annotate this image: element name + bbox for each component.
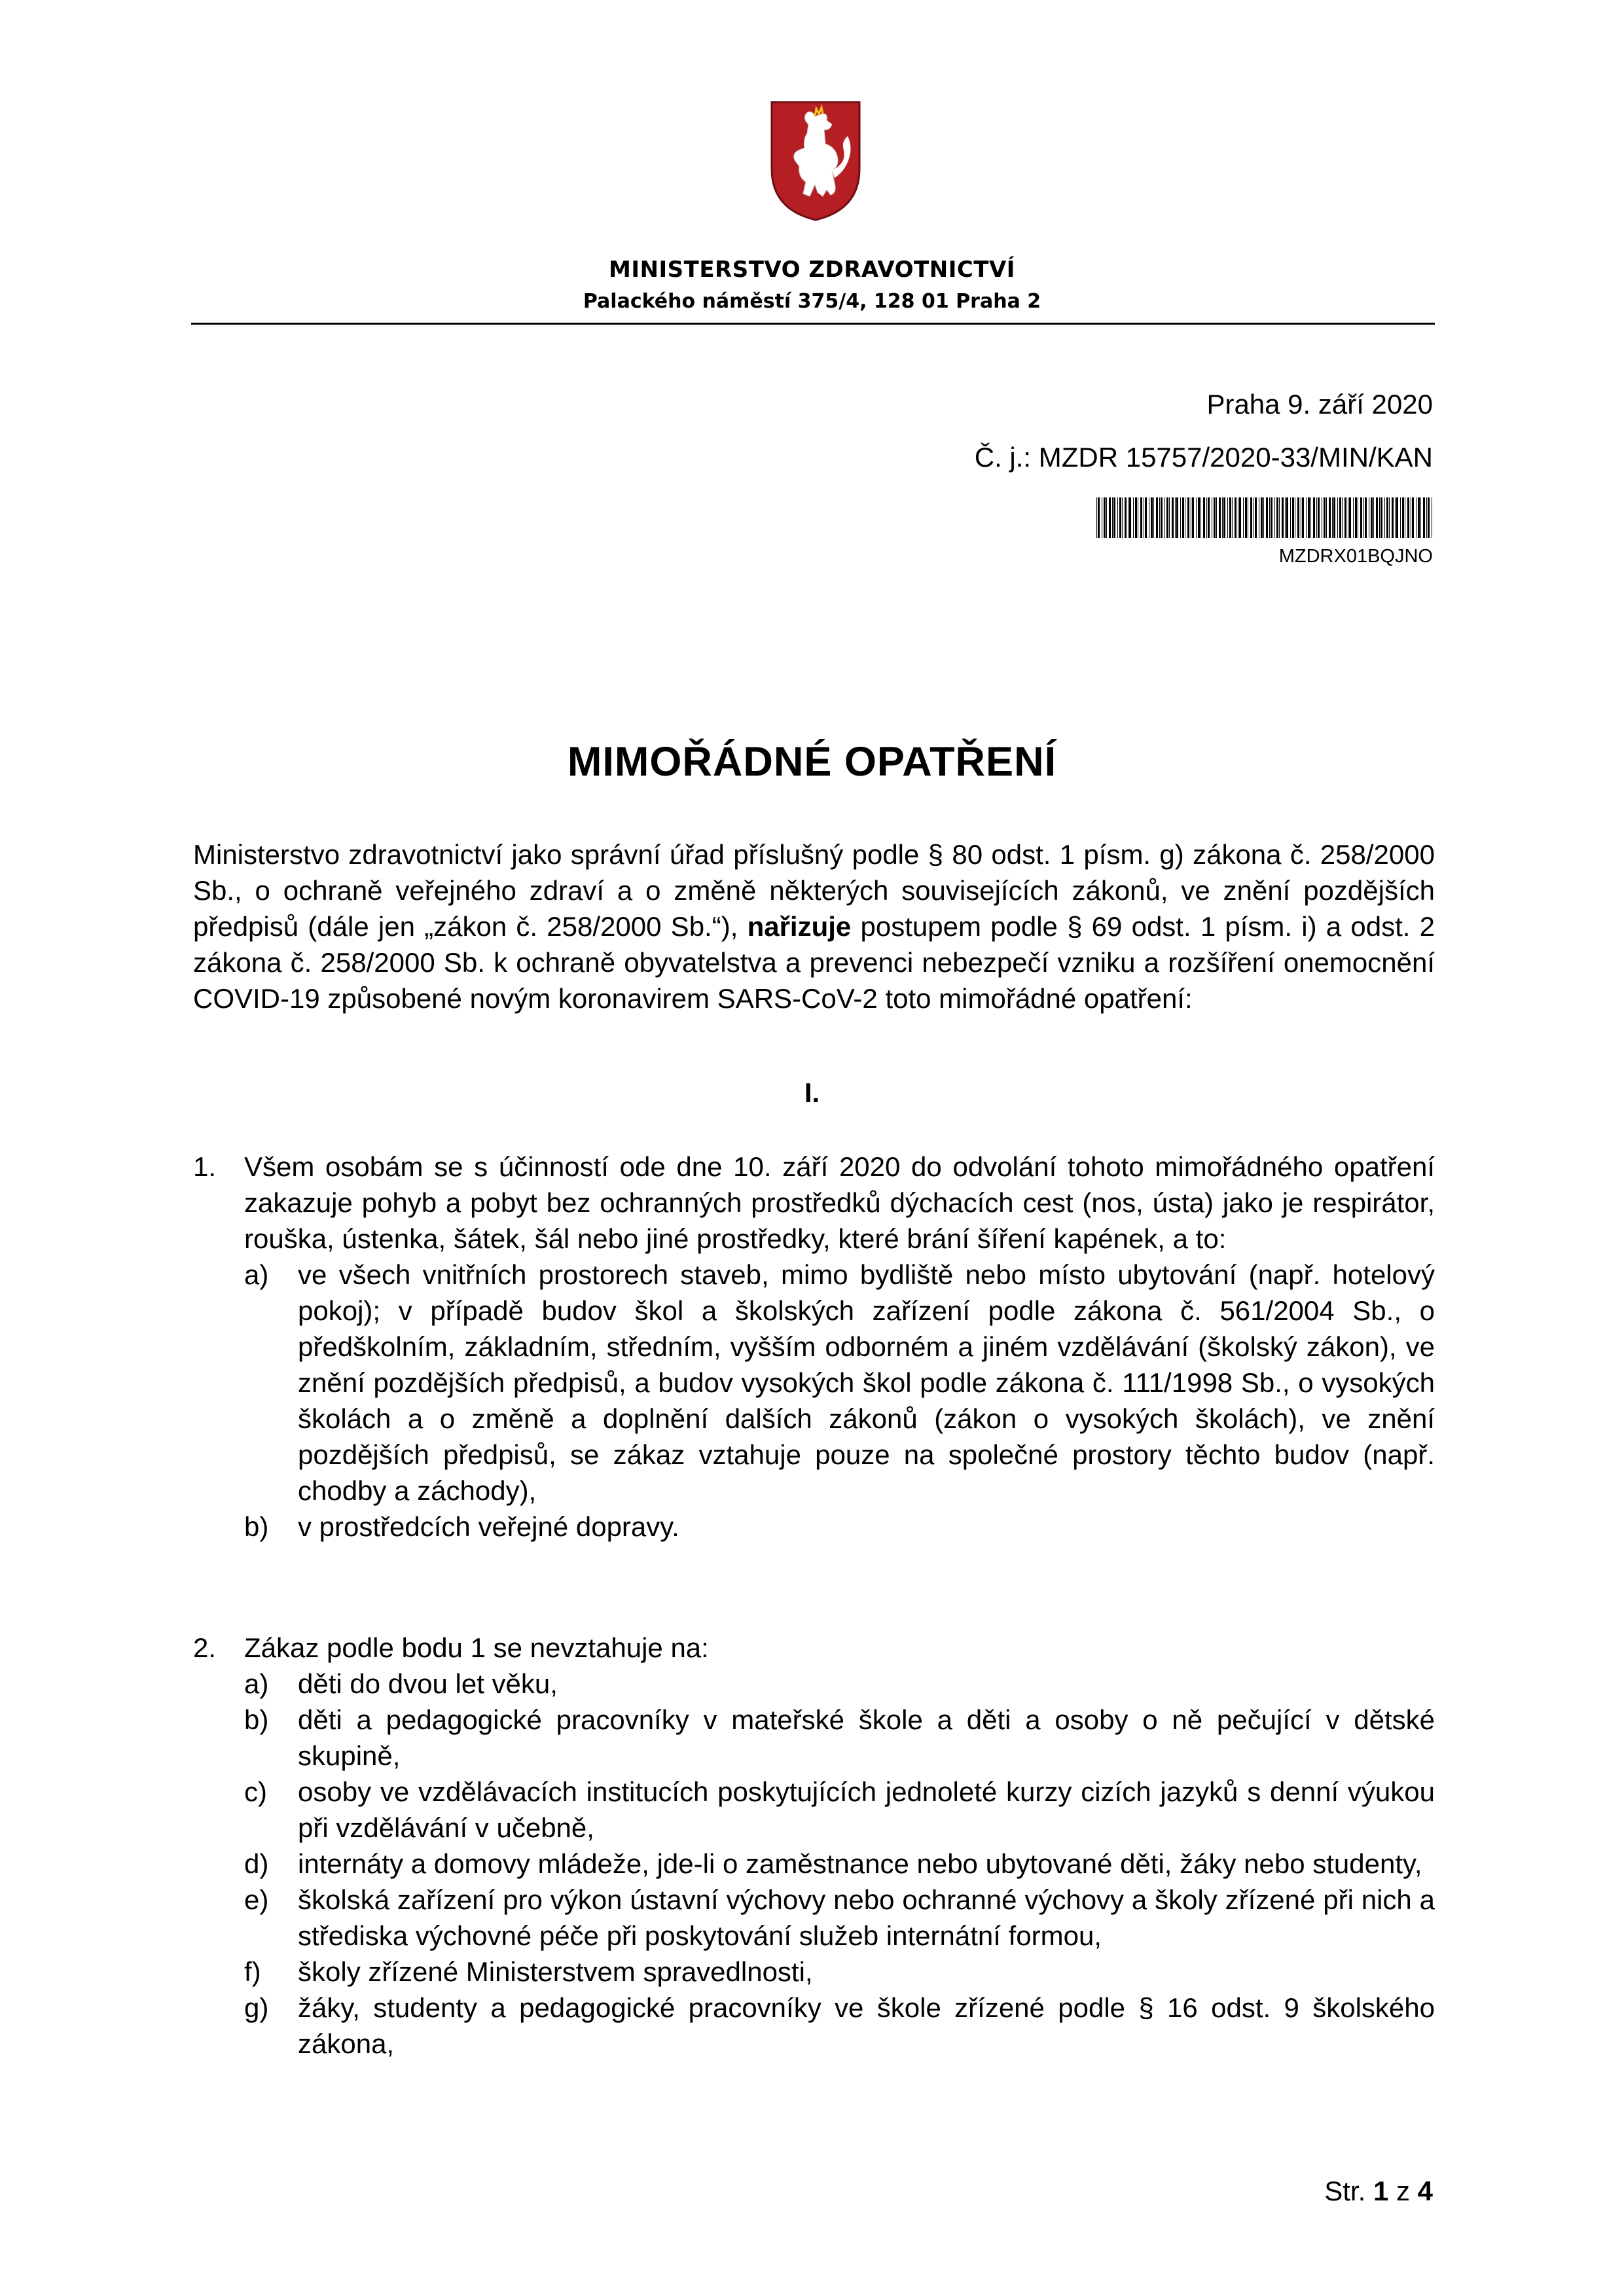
point-2-text: Zákaz podle bodu 1 se nevztahuje na: xyxy=(244,1632,709,1663)
item-label: c) xyxy=(244,1776,267,1807)
item-label: d) xyxy=(244,1848,269,1879)
barcode-image xyxy=(1096,497,1435,538)
point-2-items xyxy=(244,1666,1435,2062)
list-item xyxy=(244,1257,1435,1509)
item-text: osoby ve vzdělávacích institucích poskytujících jednoleté kurzy cizích jazyků s denní výukou při vzdělávání v učebně, xyxy=(298,1776,1435,1843)
point-1-number: 1. xyxy=(193,1151,217,1182)
list-item xyxy=(244,1846,1435,1882)
section-number: I. xyxy=(804,1077,820,1108)
list-item xyxy=(244,1509,1435,1545)
list-item xyxy=(244,1666,1435,1702)
current-page: 1 xyxy=(1373,2176,1389,2206)
header-divider xyxy=(191,323,1435,325)
point-1-text: Všem osobám se s účinností ode dne 10. září 2020 do odvolání tohoto mimořádného opatření zakazuje pohyb a pobyt bez ochranných prostředků dýchacích cest (nos, ústa) jako je respirátor, rouška, ústenka, šátek, šál nebo jiné prostředky, které brání šíření kapének, a to: xyxy=(244,1151,1435,1254)
item-text: školy zřízené Ministerstvem spravedlnosti, xyxy=(298,1956,813,1987)
intro-text-part1: Ministerstvo zdravotnictví jako správní úřad příslušný podle § 80 odst. 1 písm. g) zákona č. 258/2000 Sb., o ochraně veřejného zdraví a o změně některých souvisejících zákonů, ve znění pozdějších předpisů (dále jen „zákon č. 258/2000 Sb.“), xyxy=(193,839,1435,942)
page-prefix: Str. xyxy=(1324,2176,1373,2206)
barcode-text: MZDRX01BQJNO xyxy=(1278,546,1433,567)
item-label: g) xyxy=(244,1992,269,2023)
item-text: ve všech vnitřních prostorech staveb, mimo bydliště nebo místo ubytování (např. hotelový pokoj); v případě budov škol a školských zařízení podle zákona č. 561/2004 Sb., o předškolním, základním, středním, vyšším odborném a jiném vzdělávání (školský zákon), ve znění pozdějších předpisů, a budov vysokých škol podle zákona č. 111/1998 Sb., o vysokých školách a o změně a doplnění dalších zákonů (zákon o vysokých školách), ve znění pozdějších předpisů, se zákaz vztahuje pouze na společné prostory těchto budov (např. chodby a záchody), xyxy=(298,1259,1435,1506)
page-separator: z xyxy=(1388,2176,1418,2206)
item-label: e) xyxy=(244,1884,269,1915)
item-label: b) xyxy=(244,1511,269,1542)
list-item xyxy=(244,1954,1435,1990)
item-text: děti do dvou let věku, xyxy=(298,1668,558,1699)
item-text: školská zařízení pro výkon ústavní výchovy nebo ochranné výchovy a školy zřízené při nich a střediska výchovné péče při poskytování služeb internátní formou, xyxy=(298,1884,1435,1951)
list-item xyxy=(244,1882,1435,1954)
reference-number: Č. j.: MZDR 15757/2020-33/MIN/KAN xyxy=(974,442,1433,473)
item-text: v prostředcích veřejné dopravy. xyxy=(298,1511,679,1542)
list-item xyxy=(244,1702,1435,1774)
item-label: b) xyxy=(244,1704,269,1735)
page-number xyxy=(1324,2176,1433,2207)
item-text: děti a pedagogické pracovníky v mateřské škole a děti a osoby o ně pečující v dětské skupině, xyxy=(298,1704,1435,1771)
point-1-items xyxy=(244,1257,1435,1545)
list-item xyxy=(244,1774,1435,1846)
total-pages: 4 xyxy=(1417,2176,1433,2206)
point-2 xyxy=(193,1630,1435,2062)
intro-bold-word: nařizuje xyxy=(747,911,852,942)
list-item xyxy=(244,1990,1435,2062)
document-title: MIMOŘÁDNÉ OPATŘENÍ xyxy=(567,739,1057,785)
ministry-name: MINISTERSTVO ZDRAVOTNICTVÍ xyxy=(609,257,1015,283)
point-2-number: 2. xyxy=(193,1632,217,1663)
document-date: Praha 9. září 2020 xyxy=(1206,389,1433,420)
intro-paragraph xyxy=(193,836,1435,1016)
intro-text-part2: postupem podle § 69 odst. 1 písm. i) a odst. 2 zákona č. 258/2000 Sb. k ochraně obyvatelstva a prevenci nebezpečí vzniku a rozšíření onemocnění COVID-19 způsobené novým koronavirem SARS-CoV-2 toto mimořádné opatření: xyxy=(193,911,1435,1014)
ministry-address: Palackého náměstí 375/4, 128 01 Praha 2 xyxy=(583,290,1041,313)
item-text: žáky, studenty a pedagogické pracovníky ve škole zřízené podle § 16 odst. 9 školského zákona, xyxy=(298,1992,1435,2059)
item-text: internáty a domovy mládeže, jde-li o zaměstnance nebo ubytované děti, žáky nebo studenty, xyxy=(298,1848,1422,1879)
point-1 xyxy=(193,1149,1435,1545)
item-label: a) xyxy=(244,1668,269,1699)
item-label: f) xyxy=(244,1956,261,1987)
item-label: a) xyxy=(244,1259,269,1290)
coat-of-arms-emblem xyxy=(769,98,862,223)
